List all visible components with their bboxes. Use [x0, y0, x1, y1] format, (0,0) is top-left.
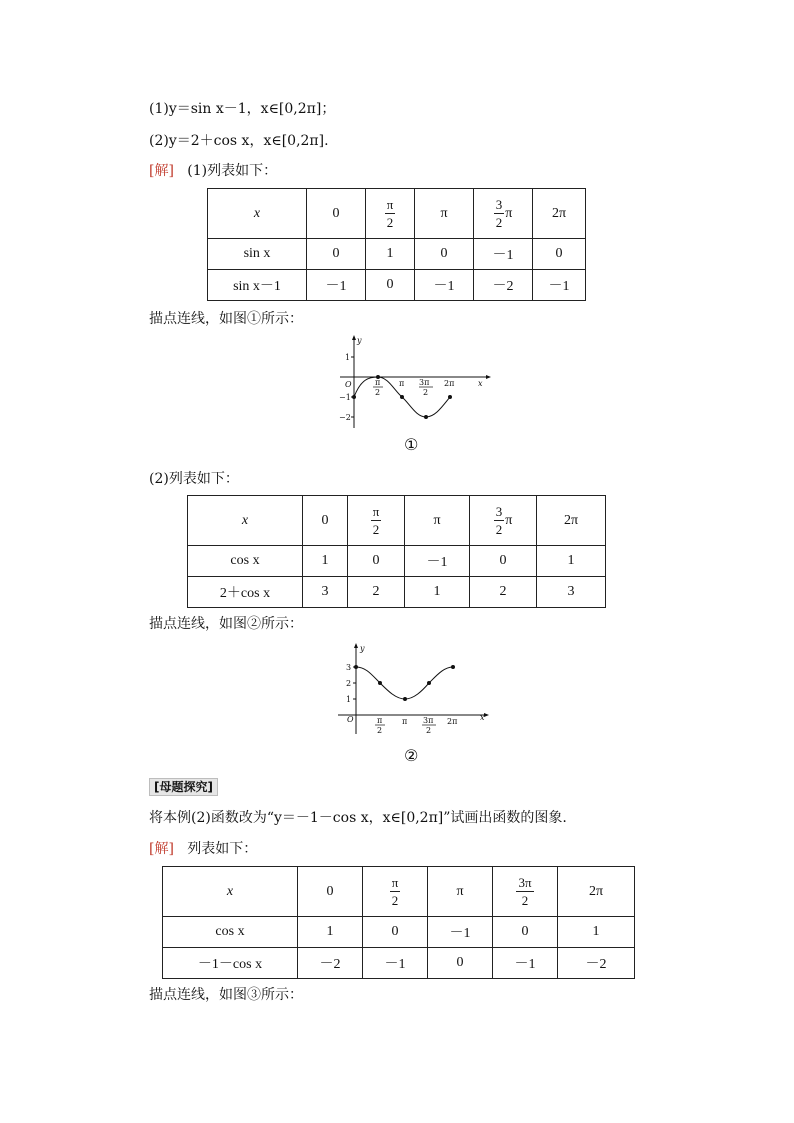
problem-line-1: (1)y＝sin x－1，x∈[0,2π]；: [149, 101, 336, 117]
data-point: [354, 665, 358, 669]
x-tick-label: 2π: [444, 379, 455, 388]
data-point: [403, 697, 407, 701]
figure-2-caption: ②: [404, 746, 419, 765]
y-tick-label: 1: [346, 695, 352, 704]
table-cell: －1: [405, 546, 470, 577]
x-tick-label: π: [402, 717, 408, 726]
y-tick-label: −1: [339, 393, 351, 402]
table-cell: 2: [470, 577, 537, 608]
x-tick-label: 3π: [423, 716, 434, 725]
solution-2-after: 描点连线，如图②所示：: [149, 616, 303, 632]
table-row: [163, 917, 635, 948]
x-axis-label: x: [480, 713, 485, 722]
table-cell: $\frac{\pi}{2}$: [348, 496, 405, 546]
table-cell: 2π: [537, 496, 606, 546]
origin-label: O: [345, 380, 352, 389]
solution-2-intro: (2)列表如下：: [149, 471, 239, 487]
explore-solution-heading: [149, 838, 257, 858]
table-cell: 0: [493, 917, 558, 948]
x-tick-label: 2: [377, 726, 383, 735]
table-cell: －2: [474, 270, 533, 301]
table-cell: －1: [493, 948, 558, 979]
table-cell: π: [428, 867, 493, 917]
table-cell: 1: [298, 917, 363, 948]
table-2: [187, 495, 606, 608]
table-cell: －1: [363, 948, 428, 979]
solution-1-intro: (1)列表如下：: [187, 163, 278, 179]
y-axis-arrow: [354, 643, 358, 648]
table-cell: cos x: [188, 546, 303, 577]
x-tick-label: 2π: [447, 717, 458, 726]
x-axis-arrow: [486, 375, 491, 379]
data-point: [400, 395, 404, 399]
solution-tag: [解]: [149, 163, 174, 179]
x-tick-label: 2: [423, 388, 429, 397]
table-cell: $\frac{3}{2}$ π: [470, 496, 537, 546]
table-cell: 0: [348, 546, 405, 577]
x-tick-label: π: [375, 378, 381, 387]
table-2-header-row: [188, 496, 606, 546]
y-tick-label: 3: [346, 663, 352, 672]
table-cell: 1: [405, 577, 470, 608]
table-cell: π: [405, 496, 470, 546]
table-1-header-row: [208, 189, 586, 239]
table-cell: 2π: [558, 867, 635, 917]
table-cell: 2＋cos x: [188, 577, 303, 608]
table-cell: 1: [303, 546, 348, 577]
table-cell: x: [208, 189, 307, 239]
data-point: [427, 681, 431, 685]
table-row: [208, 239, 586, 270]
y-axis-label: y: [357, 336, 362, 345]
x-tick-label: 2: [426, 726, 432, 735]
y-axis-arrow: [352, 335, 356, 340]
y-tick-label: 1: [345, 353, 351, 362]
solution-tag: [解]: [149, 841, 174, 857]
table-cell: x: [163, 867, 298, 917]
table-cell: 0: [366, 270, 415, 301]
problem-line-2: (2)y＝2＋cos x，x∈[0,2π].: [149, 133, 329, 149]
table-3: [162, 866, 635, 979]
figure-1-caption: ①: [404, 435, 419, 454]
y-axis-label: y: [360, 644, 365, 653]
table-cell: 0: [428, 948, 493, 979]
table-row: [188, 546, 606, 577]
graph-2: [334, 640, 494, 740]
x-tick-label: 2: [375, 388, 381, 397]
table-cell: cos x: [163, 917, 298, 948]
data-point: [448, 395, 452, 399]
table-row: [163, 948, 635, 979]
y-tick-label: 2: [346, 679, 352, 688]
data-point: [424, 415, 428, 419]
explore-text: 将本例(2)函数改为“y＝－1－cos x，x∈[0,2π]”试画出函数的图象.: [149, 810, 567, 826]
solution-1-after: 描点连线，如图①所示：: [149, 311, 303, 327]
origin-label: O: [347, 715, 354, 724]
table-cell: π: [415, 189, 474, 239]
x-tick-label: 3π: [419, 378, 430, 387]
table-cell: －1: [533, 270, 586, 301]
table-cell: 1: [537, 546, 606, 577]
y-tick-label: −2: [339, 413, 351, 422]
table-cell: 0: [470, 546, 537, 577]
table-cell: －2: [558, 948, 635, 979]
explore-solution-intro: 列表如下：: [187, 841, 258, 857]
solution-1-heading: [149, 160, 277, 180]
table-cell: 0: [303, 496, 348, 546]
table-cell: －2: [298, 948, 363, 979]
table-cell: －1: [474, 239, 533, 270]
table-row: [188, 577, 606, 608]
table-cell: 1: [366, 239, 415, 270]
x-tick-label: π: [399, 379, 405, 388]
table-cell: x: [188, 496, 303, 546]
x-axis-label: x: [478, 379, 483, 388]
table-cell: 0: [415, 239, 474, 270]
table-cell: 2: [348, 577, 405, 608]
table-row: [208, 270, 586, 301]
x-tick-label: π: [377, 716, 383, 725]
table-cell: $\frac{3\pi}{2}$: [493, 867, 558, 917]
table-cell: 2π: [533, 189, 586, 239]
table-cell: －1: [307, 270, 366, 301]
data-point: [352, 395, 356, 399]
table-cell: $\frac{3}{2}$ π: [474, 189, 533, 239]
table-1: [207, 188, 586, 301]
table-cell: 0: [533, 239, 586, 270]
table-cell: 3: [537, 577, 606, 608]
table-cell: sin x－1: [208, 270, 307, 301]
table-cell: 0: [298, 867, 363, 917]
table-cell: －1: [415, 270, 474, 301]
table-cell: 0: [363, 917, 428, 948]
data-point: [451, 665, 455, 669]
table-cell: 3: [303, 577, 348, 608]
table-cell: $\frac{\pi}{2}$: [363, 867, 428, 917]
explore-after: 描点连线，如图③所示：: [149, 987, 303, 1003]
table-cell: sin x: [208, 239, 307, 270]
table-3-header-row: [163, 867, 635, 917]
table-cell: －1: [428, 917, 493, 948]
table-cell: $\frac{\pi}{2}$: [366, 189, 415, 239]
table-cell: 0: [307, 239, 366, 270]
graph-1: [334, 332, 494, 432]
table-cell: －1－cos x: [163, 948, 298, 979]
explore-tag: [母题探究]: [149, 778, 218, 796]
x-axis-arrow: [484, 713, 489, 717]
data-point: [378, 681, 382, 685]
curve: [356, 667, 453, 699]
table-cell: 1: [558, 917, 635, 948]
table-cell: 0: [307, 189, 366, 239]
